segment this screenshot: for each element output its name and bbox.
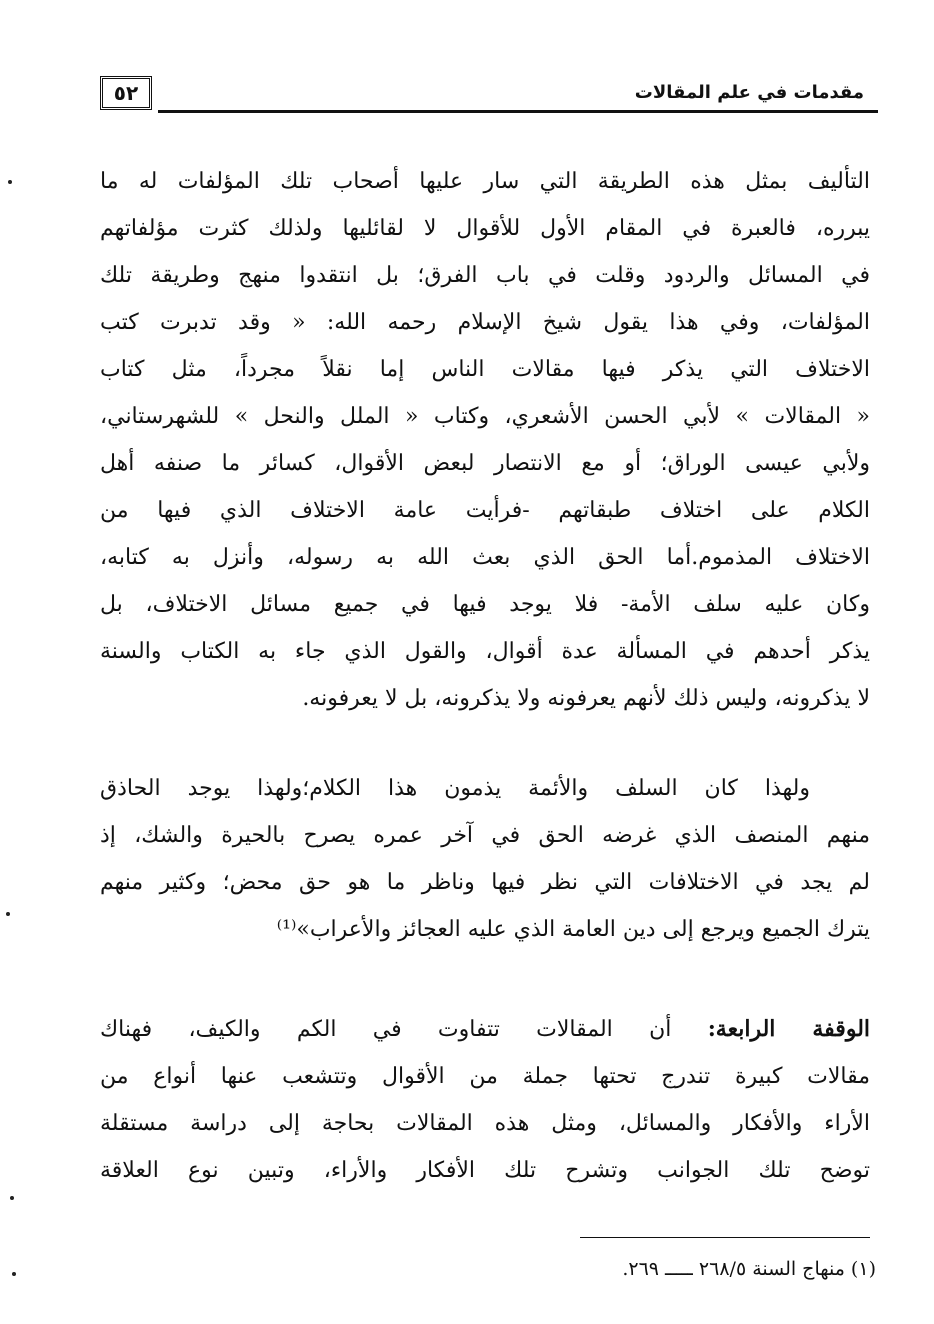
header-rule [158,110,878,113]
text-line: « المقالات » لأبي الحسن الأشعري، وكتاب « الملل والنحل » للشهرستاني، [100,404,870,429]
text-line: منهم المنصف الذي غرضه الحق في آخر عمره يصرح بالحيرة والشك، إذ [100,823,870,848]
text-line: وكان عليه سلف الأمة- فلا يوجد فيها في جميع مسائل الاختلاف، بل [100,592,870,617]
text-line: الاختلاف التي يذكر فيها مقالات الناس إما نقلاً مجرداً، مثل كتاب [100,357,870,382]
text-line: التأليف بمثل هذه الطريقة التي سار عليها أصحاب تلك المؤلفات له ما [100,169,870,194]
text-line: الاختلاف المذموم.أما الحق الذي بعث الله به رسوله، وأنزل به كتابه، [100,545,870,570]
page-number: ٥٢ [113,81,139,105]
scan-speck [6,912,10,916]
paragraph-2 [100,765,870,953]
text-line: الأراء والأفكار والمسائل، ومثل هذه المقالات بحاجة إلى دراسة مستقلة [100,1111,870,1136]
text-line: في المسائل والردود وقلت في باب الفرق؛ بل انتقدوا منهج وطريقة تلك [100,263,870,288]
text-line: مقالات كبيرة تندرج تحتها جملة من الأقوال وتتشعب عنها أنواع من [100,1064,870,1089]
text-line: لا يذكرونه، وليس ذلك لأنهم يعرفونه ولا يذكرونه، بل لا يعرفونه. [302,686,870,711]
footnote-rule [580,1237,870,1238]
paragraph-3 [100,1006,870,1194]
text-line: يبرره، فالعبرة في المقام الأول للأقوال لا لقائليها ولذلك كثرت مؤلفاتهم [100,216,870,241]
text-line: لم يجد في الاختلافات التي نظر فيها وناظر ما هو حق محض؛ وكثير منهم [100,870,870,895]
text-line-rest: أن المقالات تتفاوت في الكم والكيف، فهناك [100,1017,708,1042]
page-header [98,68,878,118]
scan-speck [10,1196,14,1200]
text-line: ولهذا كان السلف والأئمة يذمون هذا الكلام؛ولهذا يوجد الحاذق [100,776,810,801]
text-line-with-heading [100,1006,870,1053]
section-lead: الوقفة الرابعة: [707,1016,870,1042]
running-title: مقدمات في علم المقالات [634,82,864,103]
text-line: توضح تلك الجوانب وتشرح تلك الأفكار والأراء، وتبين نوع العلاقة [100,1158,870,1183]
text-line: يترك الجميع ويرجع إلى دين العامة الذي عليه العجائز والأعراب»⁽¹⁾ [276,917,870,942]
text-line: الكلام على اختلاف طبقاتهم -فرأيت عامة الاختلاف الذي فيها من [100,498,870,523]
scan-speck [12,1272,16,1276]
text-line: ولأبي عيسى الوراق؛ أو مع الانتصار لبعض الأقوال، كسائر ما صنفه أهل [100,451,870,476]
text-line: يذكر أحدهم في المسألة عدة أقوال، والقول الذي جاء به الكتاب والسنة [100,639,870,664]
paragraph-1 [100,158,870,722]
footnote: (١) منهاج السنة ٢٦٨/٥ ـــــ ٢٦٩. [622,1258,876,1280]
page-number-box [100,76,152,110]
scan-speck [8,180,12,184]
text-line: المؤلفات، وفي هذا يقول شيخ الإسلام رحمه الله: « وقد تدبرت كتب [100,310,870,335]
